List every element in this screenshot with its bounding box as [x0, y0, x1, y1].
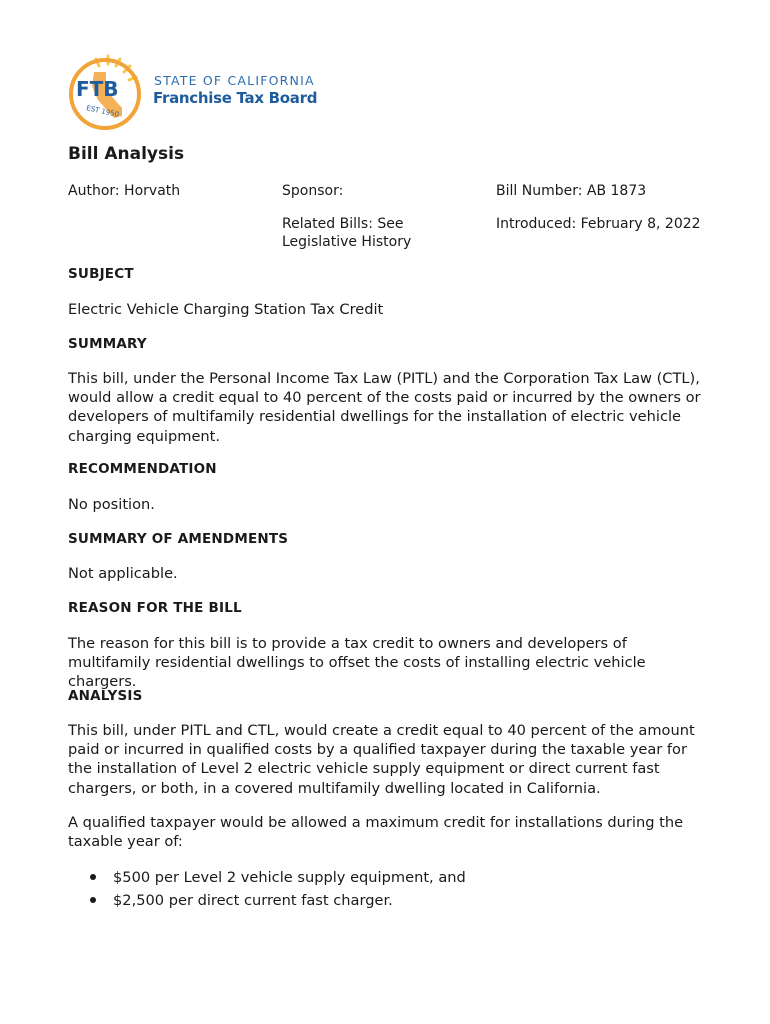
- author-field: Author: Horvath: [68, 183, 181, 199]
- ftb-seal-icon: [64, 52, 146, 134]
- list-item-text: $500 per Level 2 vehicle supply equipment, and: [113, 869, 466, 886]
- introduced-field: Introduced: February 8, 2022: [496, 216, 701, 232]
- credit-limits-list: [88, 866, 466, 912]
- related-bills-field: Related Bills: See Legislative History: [282, 216, 412, 250]
- amendments-text: Not applicable.: [68, 565, 178, 582]
- bullet-icon: [90, 897, 96, 903]
- document-title: Bill Analysis: [68, 144, 185, 164]
- seal-est-text: EST 1950: [85, 104, 120, 119]
- reason-text: The reason for this bill is to provide a tax credit to owners and developers of multifamily residential dwellings to offset the costs of installing electric vehicle chargers.: [68, 635, 646, 691]
- reason-heading: REASON FOR THE BILL: [68, 600, 242, 616]
- agency-state-line: STATE OF CALIFORNIA: [154, 73, 315, 88]
- summary-text: This bill, under the Personal Income Tax Law (PITL) and the Corporation Tax Law (CTL), would allow a credit equal to 40 percent of the costs paid or incurred by the owners or developers of multifamily residential dwellings for the installation of electric vehicle charging equipment.: [68, 370, 701, 445]
- summary-heading: SUMMARY: [68, 336, 147, 352]
- list-item: [88, 889, 466, 912]
- list-item: [88, 866, 466, 889]
- ftb-logo: [64, 52, 324, 132]
- subject-text: Electric Vehicle Charging Station Tax Credit: [68, 301, 384, 318]
- recommendation-heading: RECOMMENDATION: [68, 461, 217, 477]
- bullet-icon: [90, 874, 96, 880]
- sponsor-field: Sponsor:: [282, 183, 344, 199]
- analysis-paragraph-1: This bill, under PITL and CTL, would create a credit equal to 40 percent of the amount paid or incurred in qualified costs by a qualified taxpayer during the taxable year for the installation of Level 2 electric vehicle supply equipment or direct current fast chargers, or both, in a covered multifamily dwelling located in California.: [68, 722, 695, 797]
- list-item-text: $2,500 per direct current fast charger.: [113, 892, 393, 909]
- recommendation-text: No position.: [68, 496, 155, 513]
- analysis-paragraph-2: A qualified taxpayer would be allowed a maximum credit for installations during the taxable year of:: [68, 814, 684, 851]
- subject-heading: SUBJECT: [68, 266, 134, 282]
- amendments-heading: SUMMARY OF AMENDMENTS: [68, 531, 289, 547]
- bill-number-field: Bill Number: AB 1873: [496, 183, 647, 199]
- seal-ftb-text: FTB: [76, 77, 119, 101]
- agency-name-line: Franchise Tax Board: [153, 89, 318, 107]
- analysis-heading: ANALYSIS: [68, 688, 143, 704]
